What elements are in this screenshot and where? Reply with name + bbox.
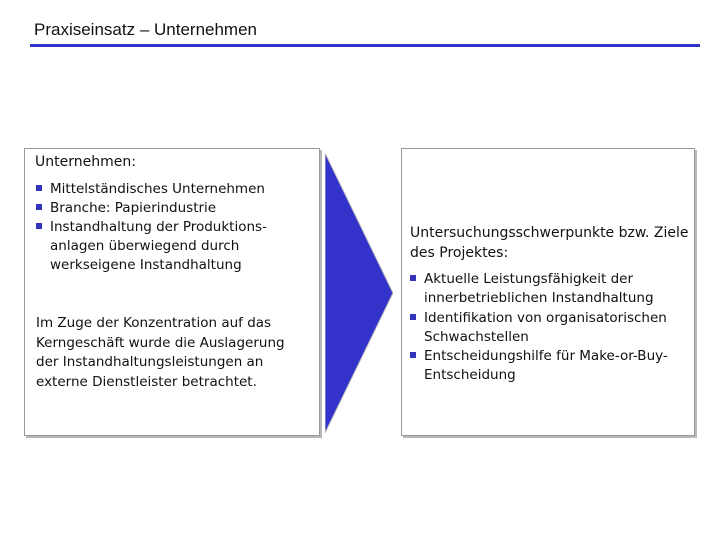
- list-item: [36, 218, 306, 275]
- company-box: [24, 148, 320, 436]
- bullet-text: Branche: Papierindustrie: [50, 200, 217, 216]
- project-focus-box: [401, 148, 695, 436]
- list-item: [410, 270, 692, 309]
- outsourcing-paragraph: Im Zuge der Konzentration auf das Kerngeschäft wurde die Auslagerung der Instandhaltungsleistungen an externe Dienstleister betrachtet.: [36, 315, 285, 390]
- list-item: [36, 180, 306, 199]
- bullet-text: Identifikation von organisatorischen Schwachstellen: [424, 309, 667, 345]
- bullet-text: Mittelständisches Unternehmen: [50, 181, 265, 197]
- square-bullet-icon: [410, 352, 416, 358]
- title-underline: [30, 44, 700, 47]
- arrow-shape: [325, 153, 393, 433]
- list-item: [410, 347, 692, 386]
- square-bullet-icon: [410, 314, 416, 320]
- slide-title: Praxiseinsatz – Unternehmen: [34, 20, 258, 39]
- square-bullet-icon: [410, 275, 416, 281]
- square-bullet-icon: [36, 185, 42, 191]
- bullet-text: Instandhaltung der Produktions-anlagen überwiegend durch werkseigene Instandhaltung: [50, 219, 267, 273]
- square-bullet-icon: [36, 204, 42, 210]
- square-bullet-icon: [36, 223, 42, 229]
- company-bullet-list: [36, 180, 306, 275]
- bullet-text: Entscheidungshilfe für Make-or-Buy-Entscheidung: [424, 348, 668, 384]
- bullet-text: Aktuelle Leistungsfähigkeit der innerbetrieblichen Instandhaltung: [424, 271, 654, 307]
- chevron-right-arrow-icon: [325, 153, 393, 433]
- project-focus-bullet-list: [410, 270, 692, 386]
- project-focus-heading: Untersuchungsschwerpunkte bzw. Ziele des Projektes:: [410, 225, 689, 261]
- list-item: [36, 199, 306, 218]
- list-item: [410, 309, 692, 348]
- company-heading: Unternehmen:: [35, 154, 136, 170]
